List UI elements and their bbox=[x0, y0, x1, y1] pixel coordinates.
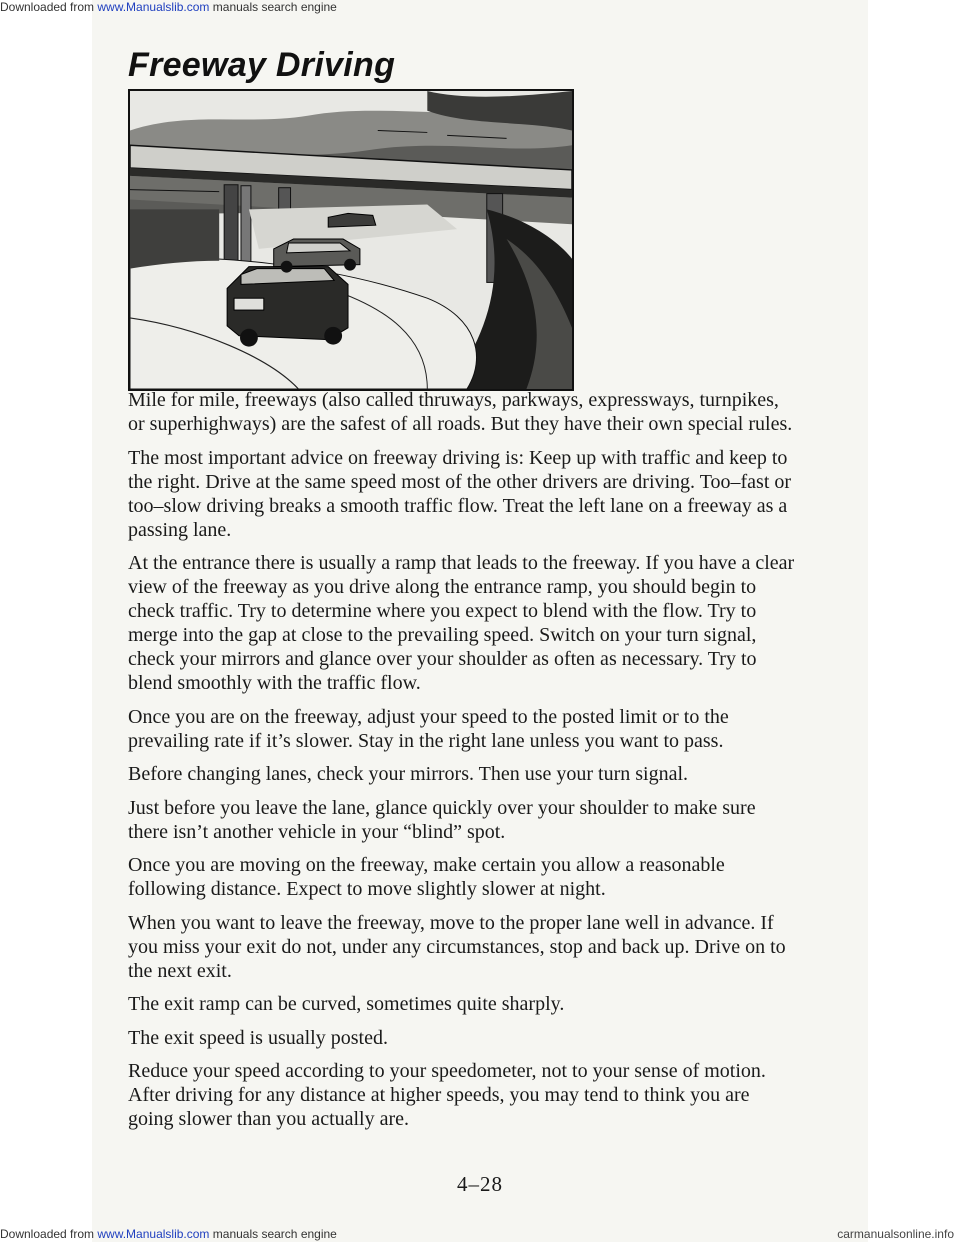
paragraph: At the entrance there is usually a ramp that leads to the freeway. If you have a clear view of the freeway as you drive along the entrance ramp, you should begin to check traffic. Try to determine where you expect to blend with the flow. Try to merge into the gap at close to the prevailing speed. Switch on your turn signal, check your mirrors and glance over your shoulder as often as necessary. Try to blend smoothly with the traffic flow. bbox=[128, 552, 795, 694]
freeway-illustration bbox=[128, 89, 574, 391]
paragraph: Just before you leave the lane, glance quickly over your shoulder to make sure there isn’t another vehicle in your “blind” spot. bbox=[128, 796, 756, 843]
page-number: 4–28 bbox=[457, 1172, 503, 1196]
carmanualsonline-link[interactable]: carmanualsonline.info bbox=[837, 1227, 954, 1241]
footer-prefix: Downloaded from bbox=[0, 1227, 98, 1241]
manualslib-link[interactable]: www.Manualslib.com bbox=[97, 0, 210, 14]
download-footer bbox=[0, 1226, 960, 1242]
paragraph: The exit ramp can be curved, sometimes quite sharply. bbox=[128, 993, 565, 1015]
freeway-overpass-drawing bbox=[130, 91, 572, 389]
paragraph: The most important advice on freeway driving is: Keep up with traffic and keep to the right. Drive at the same speed most of the other drivers are driving. Too–fast or too–slow driving breaks a smooth traffic flow. Treat the left lane on a freeway as a passing lane. bbox=[128, 446, 792, 541]
station-wagon-car bbox=[227, 267, 348, 347]
manualslib-link[interactable]: www.Manualslib.com bbox=[97, 1227, 210, 1241]
paragraph: When you want to leave the freeway, move to the proper lane well in advance. If you miss your exit do not, under any circumstances, stop and back up. Drive on to the next exit. bbox=[128, 911, 786, 982]
footer-suffix: manuals search engine bbox=[209, 1227, 337, 1241]
body-text bbox=[128, 388, 798, 1141]
paragraph: Reduce your speed according to your speedometer, not to your sense of motion. After driving for any distance at higher speeds, you may tend to think you are going slower than you actually are. bbox=[128, 1060, 766, 1130]
distant-car bbox=[328, 213, 376, 227]
header-prefix: Downloaded from bbox=[0, 0, 98, 14]
header-suffix: manuals search engine bbox=[209, 0, 337, 14]
paragraph: Once you are moving on the freeway, make certain you allow a reasonable following distance. Expect to move slightly slower at night. bbox=[128, 854, 725, 900]
paragraph: Mile for mile, freeways (also called thruways, parkways, expressways, turnpikes, or superhighways) are the safest of all roads. But they have their own special rules. bbox=[128, 389, 793, 435]
paragraph: Once you are on the freeway, adjust your speed to the posted limit or to the prevailing rate if it’s slower. Stay in the right lane unless you want to pass. bbox=[128, 705, 729, 752]
paragraph: Before changing lanes, check your mirrors. Then use your turn signal. bbox=[128, 763, 689, 785]
paragraph: The exit speed is usually posted. bbox=[128, 1026, 388, 1049]
download-header bbox=[0, 0, 960, 14]
page-title: Freeway Driving bbox=[128, 46, 396, 84]
